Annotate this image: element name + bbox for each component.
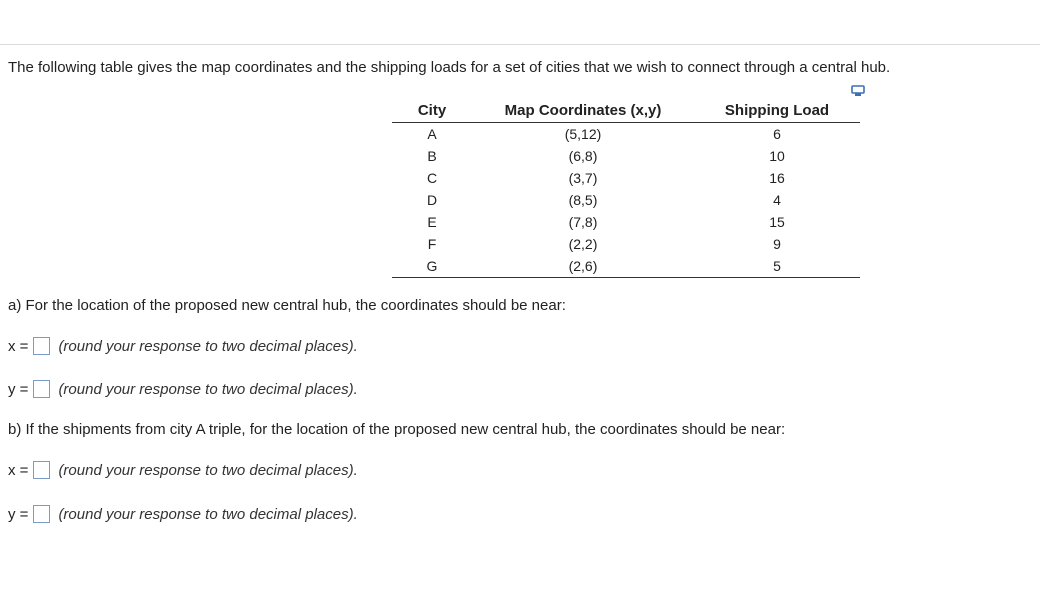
city-cell: F [427, 236, 437, 252]
city-cell: G [392, 255, 472, 278]
part-a-x-answer [8, 337, 358, 355]
table-row [392, 211, 860, 233]
city-cell: E [427, 214, 437, 230]
city-cell: B [427, 148, 437, 164]
coords-cell: (6,8) [568, 148, 598, 164]
coords-cell: (5,12) [564, 126, 602, 142]
city-cell: A [427, 126, 437, 142]
part-b-x-answer [8, 461, 358, 479]
part-a-y-input[interactable] [33, 380, 50, 398]
coords-cell: (3,7) [568, 170, 598, 186]
part-b-question: b) If the shipments from city A triple, for the location of the proposed new central hub, the coordinates should be near: [8, 421, 786, 438]
part-a-y-answer [8, 380, 358, 398]
city-data-table [392, 100, 860, 278]
table-row [392, 145, 860, 167]
load-cell: 15 [769, 214, 785, 230]
part-a-question: a) For the location of the proposed new central hub, the coordinates should be near: [8, 297, 566, 314]
city-cell: C [426, 170, 438, 186]
table-row [392, 233, 860, 255]
top-divider [0, 44, 1040, 45]
table-row [392, 167, 860, 189]
part-a-x-input[interactable] [33, 337, 50, 355]
coords-cell: (8,5) [568, 192, 598, 208]
header-city: City [392, 100, 472, 123]
part-a-y-hint: (round your response to two decimal places). [58, 380, 358, 398]
copy-to-clipboard-icon[interactable] [851, 84, 865, 96]
part-a-y-label: y = [8, 380, 29, 398]
table-header-row [392, 100, 860, 123]
part-a-x-hint: (round your response to two decimal places). [58, 337, 358, 355]
load-cell: 16 [769, 170, 785, 186]
coords-cell: (2,6) [472, 255, 694, 278]
table-row [392, 255, 860, 278]
part-a-x-label: x = [8, 337, 29, 355]
load-cell: 9 [773, 236, 781, 252]
table-row [392, 189, 860, 211]
load-cell: 6 [773, 126, 781, 142]
coords-cell: (7,8) [568, 214, 598, 230]
coords-cell: (2,2) [568, 236, 598, 252]
load-cell: 10 [769, 148, 785, 164]
part-b-y-hint: (round your response to two decimal places). [58, 505, 358, 523]
part-b-x-label: x = [8, 461, 29, 479]
table-row [392, 123, 860, 146]
load-cell: 5 [694, 255, 860, 278]
city-cell: D [426, 192, 438, 208]
header-shipping-load: Shipping Load [694, 100, 860, 123]
part-b-x-hint: (round your response to two decimal places). [58, 461, 358, 479]
part-b-y-answer [8, 505, 358, 523]
load-cell: 4 [773, 192, 781, 208]
header-coordinates: Map Coordinates (x,y) [472, 100, 694, 123]
intro-text: The following table gives the map coordinates and the shipping loads for a set of cities that we wish to connect through a central hub. [8, 59, 891, 76]
part-b-y-label: y = [8, 505, 29, 523]
part-b-y-input[interactable] [33, 505, 50, 523]
part-b-x-input[interactable] [33, 461, 50, 479]
